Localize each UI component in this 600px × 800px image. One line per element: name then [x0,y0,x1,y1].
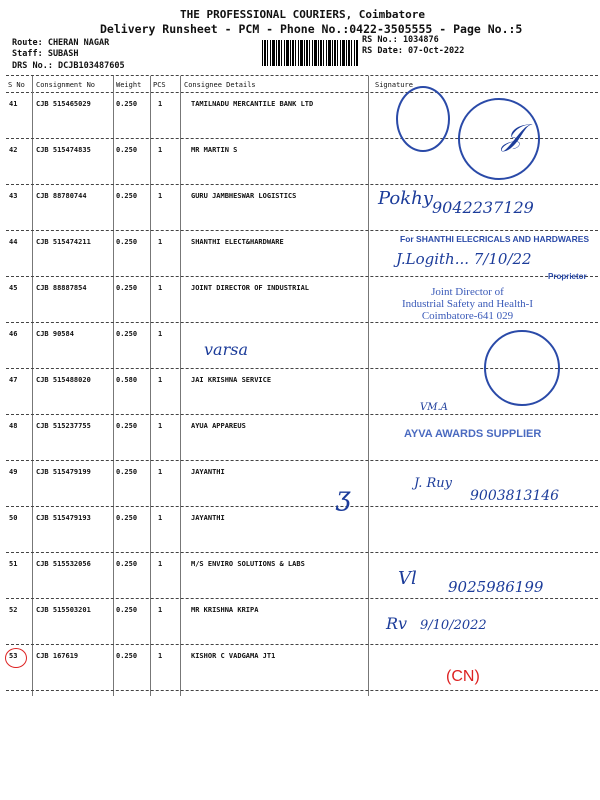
row-weight: 0.580 [116,376,138,384]
row-consignee: JAYANTHI [191,468,225,476]
row-sno: 49 [9,468,18,476]
signature-49: J. Ruy [414,476,452,491]
red-circle-53 [5,648,27,668]
row-consignee: MR MARTIN S [191,146,238,154]
varsa-signature: varsa [204,340,248,359]
row-sno: 43 [9,192,18,200]
row-sno: 42 [9,146,18,154]
col-header-weight: Weight [116,81,142,89]
row-pcs: 1 [158,422,163,430]
drs-number: DRS No.: DCJB103487605 [12,61,125,71]
col-divider [113,76,114,696]
row-pcs: 1 [158,284,163,292]
signature-42: 𝒥 [502,118,523,153]
row-weight: 0.250 [116,652,138,660]
signature-51: Vl [398,568,417,589]
rs-date: RS Date: 07-Oct-2022 [362,46,465,56]
row-weight: 0.250 [116,284,138,292]
phone-51: 9025986199 [448,578,544,596]
barcode [262,40,358,66]
row-consignment-no: CJB 88887854 [36,284,87,292]
row-weight: 0.250 [116,468,138,476]
shanthi-stamp-text: For SHANTHI ELECRICALS AND HARDWARES [400,234,590,244]
bank-stamp [396,86,450,152]
row-pcs: 1 [158,330,163,338]
row-consignee: SHANTHI ELECT&HARDWARE [191,238,284,246]
col-divider [150,76,151,696]
signature-52: Rv [386,614,408,633]
row-consignee: M/S ENVIRO SOLUTIONS & LABS [191,560,305,568]
row-sno: 52 [9,606,18,614]
row-consignment-no: CJB 515488020 [36,376,91,384]
cn-annotation: (CN) [446,668,480,685]
header-divider-top [6,75,598,76]
row-pcs: 1 [158,606,163,614]
phone-49: 9003813146 [470,488,560,504]
signature-50: ʒ [336,482,351,512]
row-consignment-no: CJB 515465029 [36,100,91,108]
row-divider [6,552,598,553]
row-consignee: MR KRISHNA KRIPA [191,606,259,614]
col-divider [368,76,369,696]
row-divider [6,414,598,415]
row-divider [6,506,598,507]
col-divider [180,76,181,696]
joint-director-line: Coimbatore-641 029 [421,310,514,322]
row-divider [6,598,598,599]
row-divider [6,276,598,277]
rs-number: RS No.: 1034876 [362,35,439,45]
row-consignment-no: CJB 90584 [36,330,74,338]
row-sno: 53 [9,652,18,660]
row-consignee: KISHOR C VADGAMA JT1 [191,652,276,660]
row-pcs: 1 [158,652,163,660]
row-consignee: JOINT DIRECTOR OF INDUSTRIAL [191,284,310,292]
runsheet-subtitle: Delivery Runsheet - PCM - Phone No.:0422-3505555 - Page No.:5 [100,22,523,36]
col-header-consignee: Consignee Details [184,81,256,89]
row-consignee: GURU JAMBHESWAR LOGISTICS [191,192,297,200]
row-sno: 47 [9,376,18,384]
row-pcs: 1 [158,560,163,568]
row-pcs: 1 [158,376,163,384]
row-consignment-no: CJB 515237755 [36,422,91,430]
vm-signature: VM.A [420,402,448,413]
phone-43: 9042237129 [432,198,534,217]
sales-round-stamp [484,330,560,406]
row-pcs: 1 [158,514,163,522]
joint-director-line: Joint Director of [431,286,504,298]
row-weight: 0.250 [116,238,138,246]
row-pcs: 1 [158,468,163,476]
row-divider [6,184,598,185]
row-divider [6,460,598,461]
row-pcs: 1 [158,100,163,108]
joint-director-line: Industrial Safety and Health-I [401,298,534,310]
row-sno: 46 [9,330,18,338]
col-header-consignment: Consignment No [36,81,96,89]
row-divider [6,690,598,691]
row-consignment-no: CJB 515503201 [36,606,91,614]
row-sno: 45 [9,284,18,292]
row-pcs: 1 [158,238,163,246]
row-consignment-no: CJB 515532056 [36,560,91,568]
col-header-sno: S No [8,81,25,89]
row-sno: 51 [9,560,18,568]
row-sno: 44 [9,238,18,246]
proprietor-label: Proprietor [548,272,587,281]
row-sno: 48 [9,422,18,430]
row-consignee: TAMILNADU MERCANTILE BANK LTD [191,100,314,108]
row-consignee: AYUA APPAREUS [191,422,246,430]
signature-43: Pokhy [378,188,433,209]
staff-label: Staff: SUBASH [12,49,79,59]
row-sno: 41 [9,100,18,108]
row-weight: 0.250 [116,606,138,614]
row-pcs: 1 [158,192,163,200]
row-divider [6,230,598,231]
row-weight: 0.250 [116,422,138,430]
header-divider-bottom [6,92,598,93]
shanthi-signature-date: J.Logith... 7/10/22 [396,250,532,268]
row-weight: 0.250 [116,514,138,522]
row-consignment-no: CJB 88780744 [36,192,87,200]
row-pcs: 1 [158,146,163,154]
row-divider [6,644,598,645]
row-consignment-no: CJB 515474211 [36,238,91,246]
date-52: 9/10/2022 [420,618,487,633]
row-consignee: JAI KRISHNA SERVICE [191,376,272,384]
row-weight: 0.250 [116,560,138,568]
route-label: Route: CHERAN NAGAR [12,38,110,48]
row-sno: 50 [9,514,18,522]
row-weight: 0.250 [116,146,138,154]
row-consignment-no: CJB 515474835 [36,146,91,154]
row-divider [6,322,598,323]
row-weight: 0.250 [116,192,138,200]
col-divider [32,76,33,696]
row-weight: 0.250 [116,100,138,108]
col-header-pcs: PCS [153,81,166,89]
row-consignment-no: CJB 515479193 [36,514,91,522]
joint-director-stamp [380,286,555,322]
company-round-stamp [458,98,540,180]
row-consignee: JAYANTHI [191,514,225,522]
row-weight: 0.250 [116,330,138,338]
row-consignment-no: CJB 167619 [36,652,79,660]
company-title: THE PROFESSIONAL COURIERS, Coimbatore [180,8,426,21]
ayva-stamp: AYVA AWARDS SUPPLIER [404,428,542,440]
col-header-signature: Signature [375,81,413,89]
row-consignment-no: CJB 515479199 [36,468,91,476]
